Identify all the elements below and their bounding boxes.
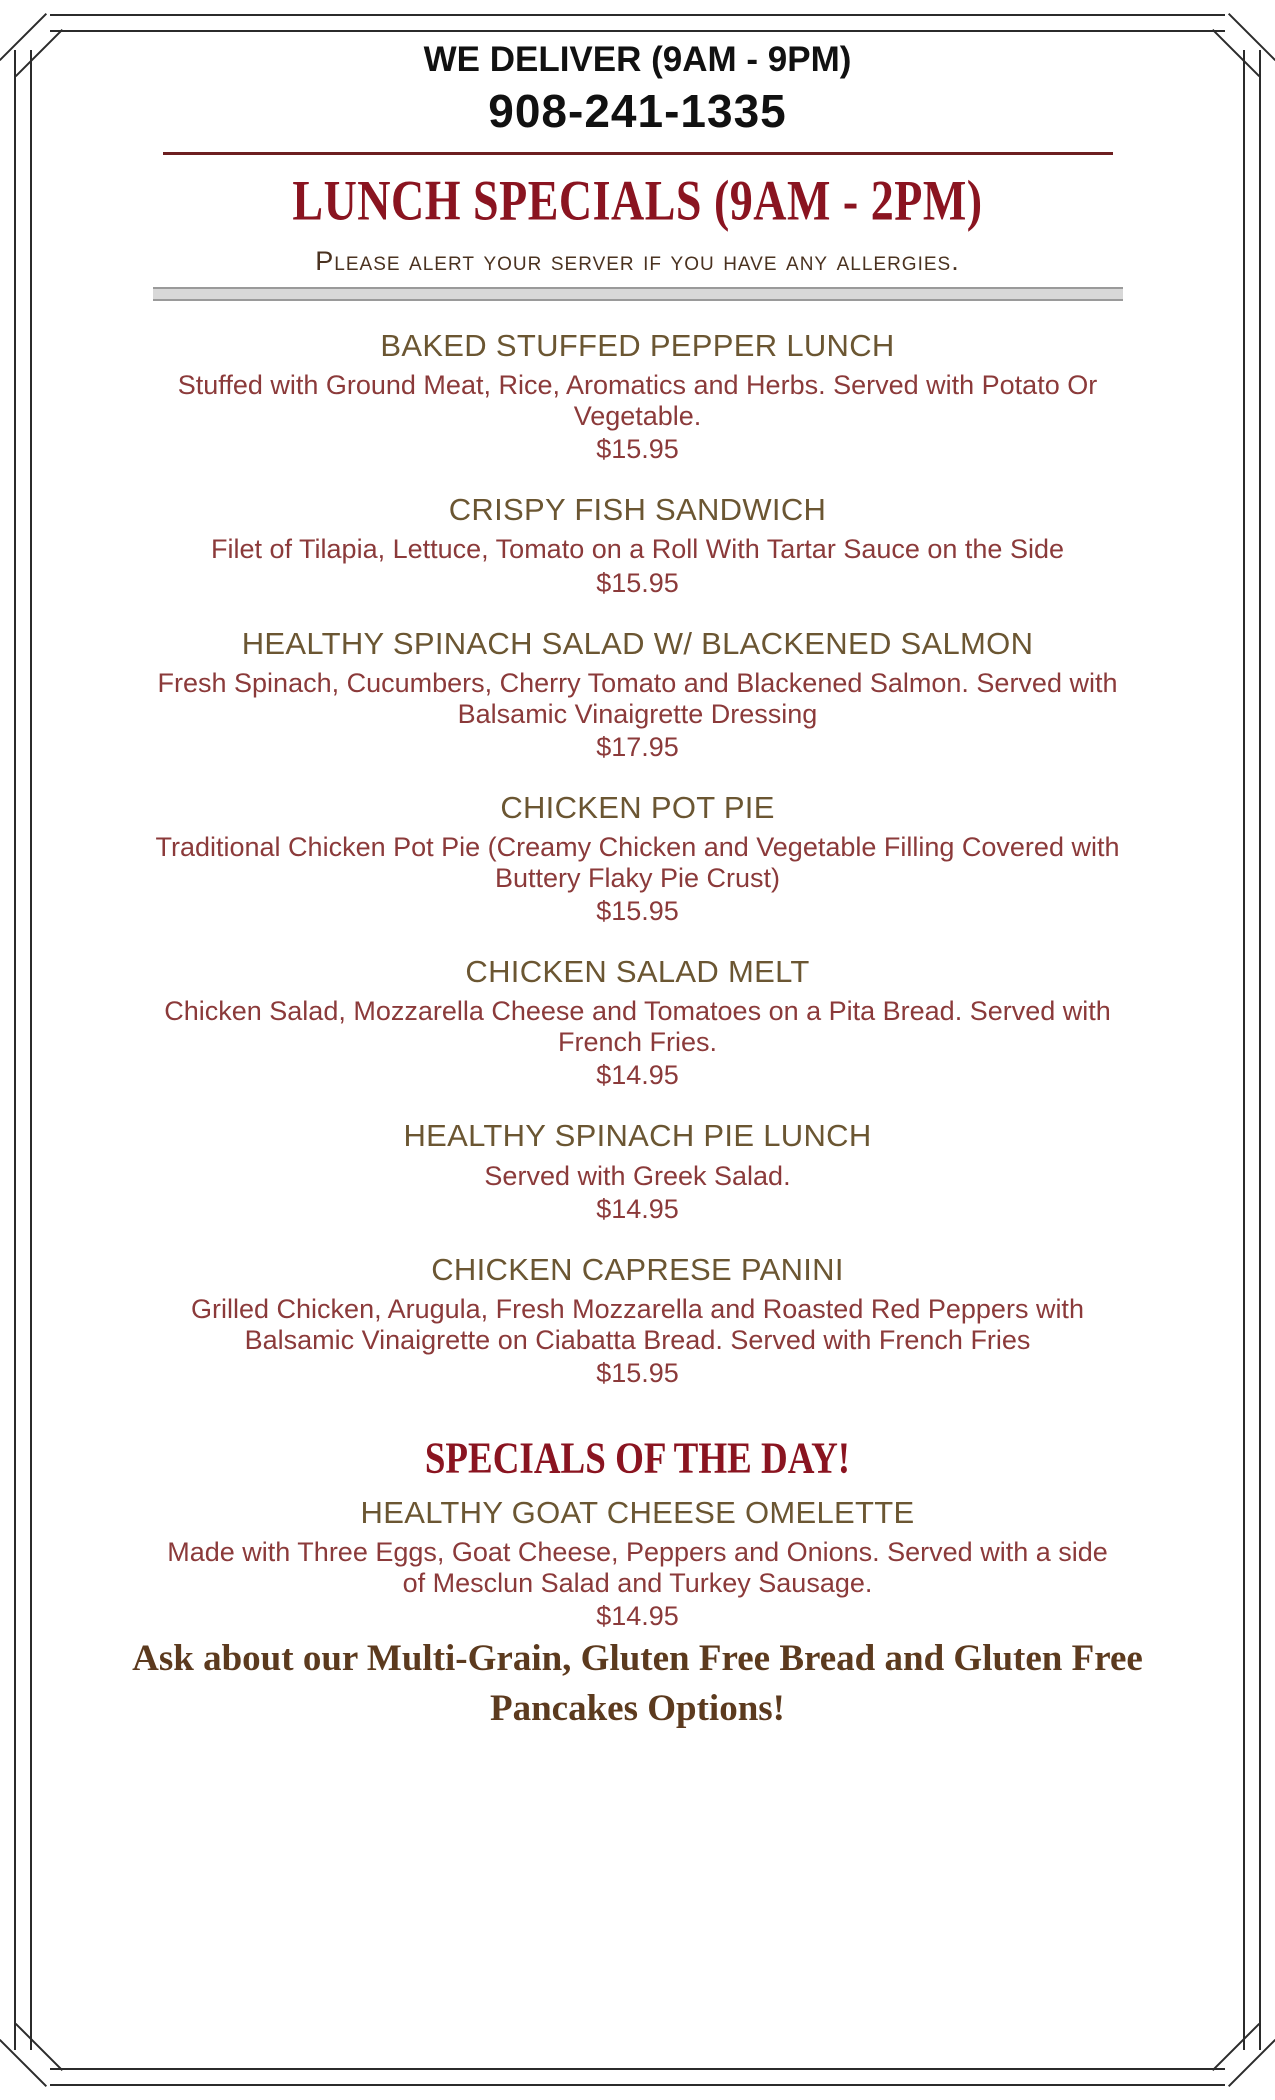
menu-item-description: Traditional Chicken Pot Pie (Creamy Chicken and Vegetable Filling Covered with Buttery Flaky Pie Crust) [155, 831, 1120, 894]
menu-item-description: Served with Greek Salad. [484, 1160, 791, 1191]
menu-item [60, 1494, 1215, 1632]
menu-item-name: CHICKEN CAPRESE PANINI [431, 1251, 844, 1287]
specials-of-the-day-title: SPECIALS OF THE DAY! [424, 1434, 851, 1484]
specials-list [60, 1494, 1215, 1632]
menu-item-price: $15.95 [596, 896, 679, 927]
menu-item [60, 953, 1215, 1091]
menu-item [60, 789, 1215, 927]
menu-item [60, 1117, 1215, 1224]
lunch-specials-list [60, 327, 1215, 1389]
menu-item-name: CRISPY FISH SANDWICH [448, 492, 827, 528]
menu-item-name: HEALTHY GOAT CHEESE OMELETTE [360, 1494, 915, 1530]
menu-item-name: BAKED STUFFED PEPPER LUNCH [380, 328, 895, 363]
menu-item-price: $17.95 [596, 731, 679, 762]
divider-rule [163, 152, 1113, 155]
menu-item [60, 491, 1215, 598]
menu-item-name: CHICKEN POT PIE [500, 789, 775, 825]
menu-item-price: $14.95 [596, 1601, 679, 1632]
menu-item-description: Grilled Chicken, Arugula, Fresh Mozzarella and Roasted Red Peppers with Balsamic Vinaigrette on Ciabatta Bread. Served with French Fries [191, 1293, 1084, 1355]
menu-item-description: Filet of Tilapia, Lettuce, Tomato on a Roll With Tartar Sauce on the Side [211, 534, 1064, 565]
menu-item-description: Chicken Salad, Mozzarella Cheese and Tomatoes on a Pita Bread. Served with French Fries. [164, 996, 1111, 1058]
menu-item-price: $15.95 [596, 1357, 679, 1388]
menu-item-description: Fresh Spinach, Cucumbers, Cherry Tomato and Blackened Salmon. Served with Balsamic Vinaigrette Dressing [157, 667, 1118, 729]
page-title: LUNCH SPECIALS (9AM - 2PM) [292, 168, 983, 232]
allergy-notice: Please alert your server if you have any allergies. [315, 246, 960, 276]
menu-item [60, 1251, 1215, 1389]
menu-item-price: $15.95 [596, 567, 679, 598]
menu-item-price: $15.95 [596, 434, 679, 465]
menu-item-name: HEALTHY SPINACH SALAD W/ BLACKENED SALMON [241, 625, 1034, 661]
divider-bar [153, 287, 1123, 301]
phone-number: 908-241-1335 [488, 85, 787, 137]
menu-item-description: Made with Three Eggs, Goat Cheese, Peppers and Onions. Served with a side of Mesclun Salad and Turkey Sausage. [167, 1537, 1108, 1599]
menu-content [60, 34, 1215, 1734]
footer-note: Ask about our Multi-Grain, Gluten Free Bread and Gluten Free Pancakes Options! [132, 1638, 1143, 1730]
menu-item [60, 625, 1215, 763]
menu-item-price: $14.95 [596, 1193, 679, 1224]
menu-item [60, 327, 1215, 465]
delivery-hours-line: WE DELIVER (9AM - 9PM) [423, 40, 852, 79]
menu-item-name: HEALTHY SPINACH PIE LUNCH [403, 1118, 872, 1154]
menu-item-name: CHICKEN SALAD MELT [465, 954, 810, 990]
menu-item-description: Stuffed with Ground Meat, Rice, Aromatics and Herbs. Served with Potato Or Vegetable. [177, 370, 1098, 432]
menu-item-price: $14.95 [596, 1060, 679, 1091]
